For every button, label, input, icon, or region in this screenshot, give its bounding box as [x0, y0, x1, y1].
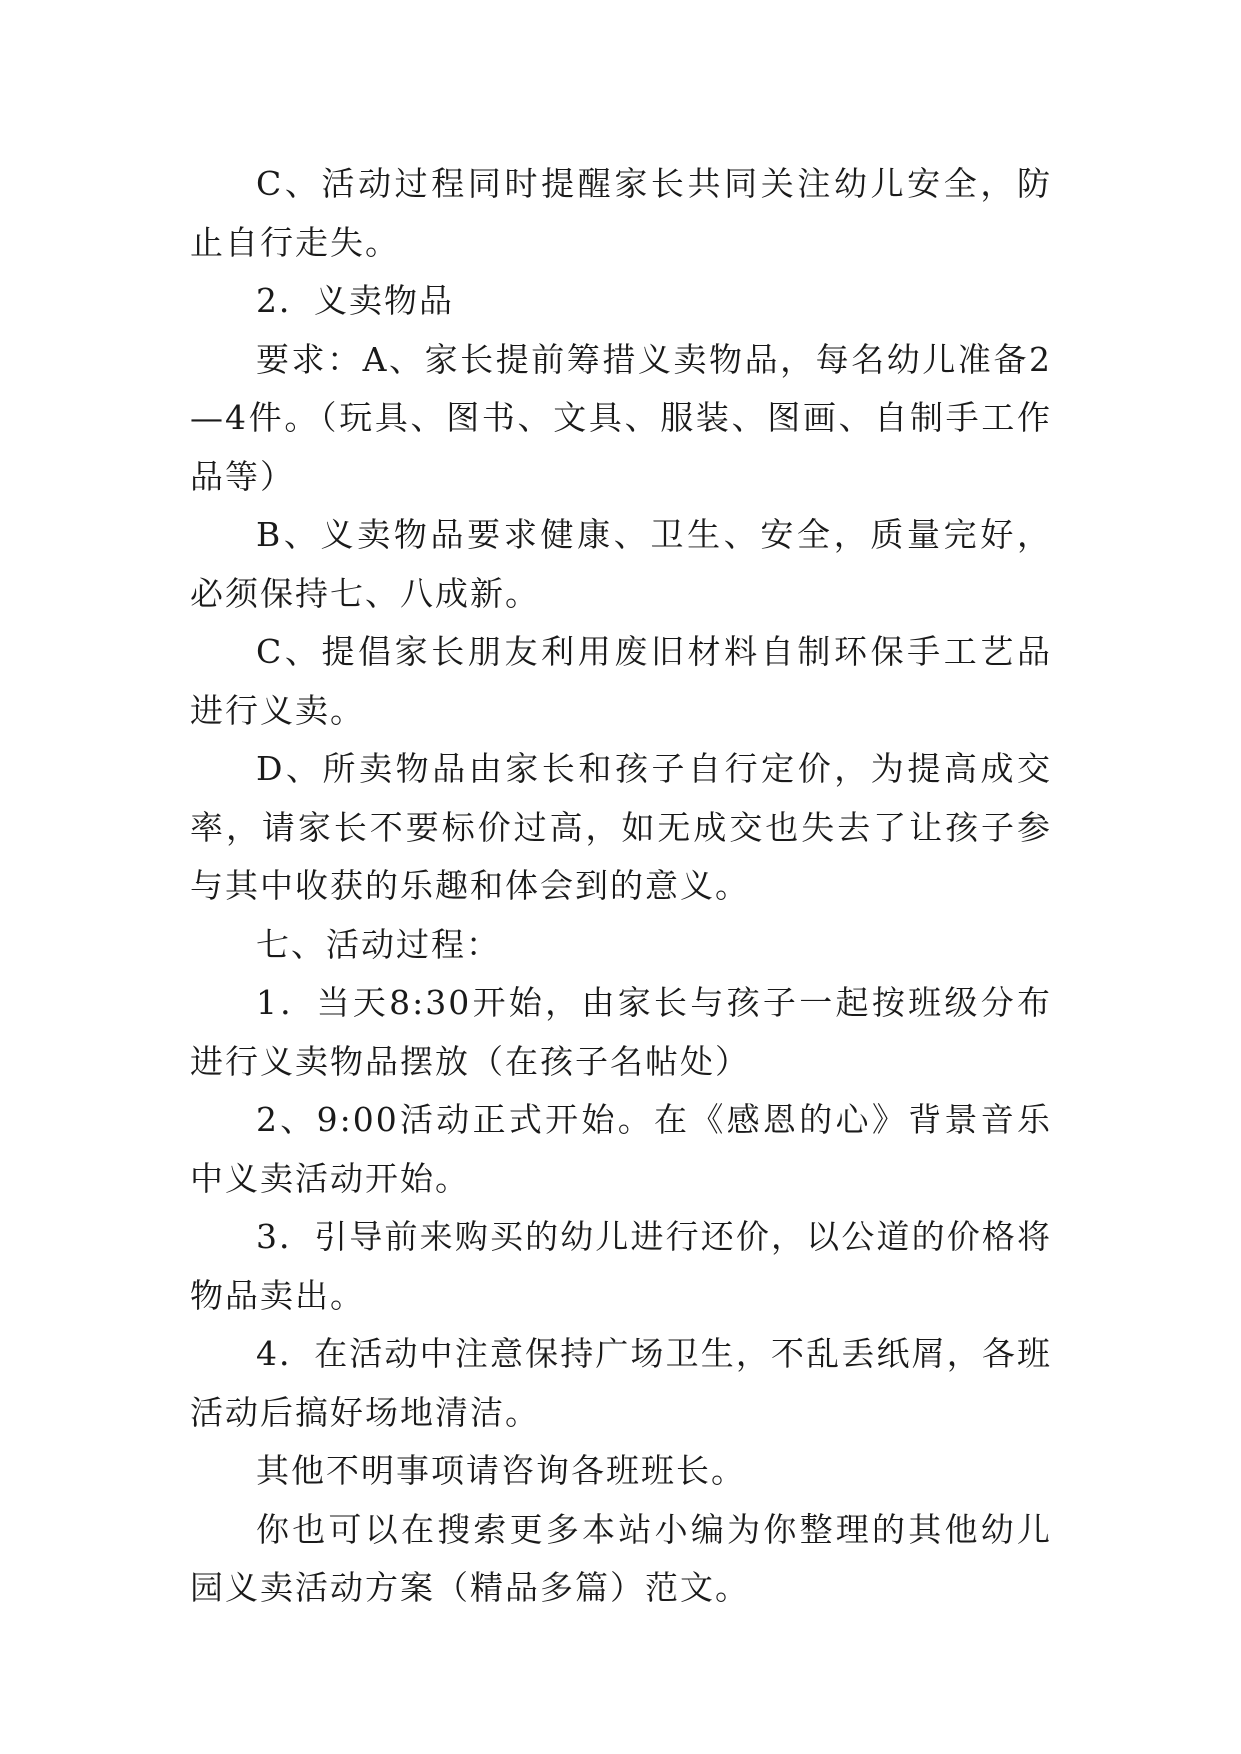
paragraph-items-requirement-a: 要求：A、家长提前筹措义卖物品，每名幼儿准备2—4件。（玩具、图书、文具、服装、图画、自制手工作品等）: [190, 339, 1052, 496]
paragraph-items-requirement-c: C、提倡家长朋友利用废旧材料自制环保手工艺品进行义卖。: [190, 632, 1052, 730]
document-body: [190, 155, 1052, 1618]
paragraph-closing-note: 你也可以在搜索更多本站小编为你整理的其他幼儿园义卖活动方案（精品多篇）范文。: [190, 1509, 1052, 1607]
paragraph-process-step-4: 4．在活动中注意保持广场卫生，不乱丢纸屑，各班活动后搞好场地清洁。: [190, 1334, 1052, 1432]
paragraph-process-step-1: 1．当天8:30开始，由家长与孩子一起按班级分布进行义卖物品摆放（在孩子名帖处）: [190, 983, 1052, 1081]
heading-activity-process: 七、活动过程：: [256, 924, 501, 964]
heading-charity-items: 2．义卖物品: [256, 281, 454, 320]
paragraph-safety-reminder: C、活动过程同时提醒家长共同关注幼儿安全，防止自行走失。: [190, 164, 1052, 262]
paragraph-process-step-3: 3．引导前来购买的幼儿进行还价，以公道的价格将物品卖出。: [190, 1217, 1052, 1315]
paragraph-process-step-2: 2、9:00活动正式开始。在《感恩的心》背景音乐中义卖活动开始。: [190, 1100, 1052, 1198]
paragraph-items-requirement-b: B、义卖物品要求健康、卫生、安全，质量完好，必须保持七、八成新。: [190, 515, 1052, 613]
paragraph-other-matters: 其他不明事项请咨询各班班长。: [256, 1451, 746, 1490]
paragraph-items-requirement-d: D、所卖物品由家长和孩子自行定价，为提高成交率，请家长不要标价过高，如无成交也失去了让孩子参与其中收获的乐趣和体会到的意义。: [190, 749, 1052, 905]
